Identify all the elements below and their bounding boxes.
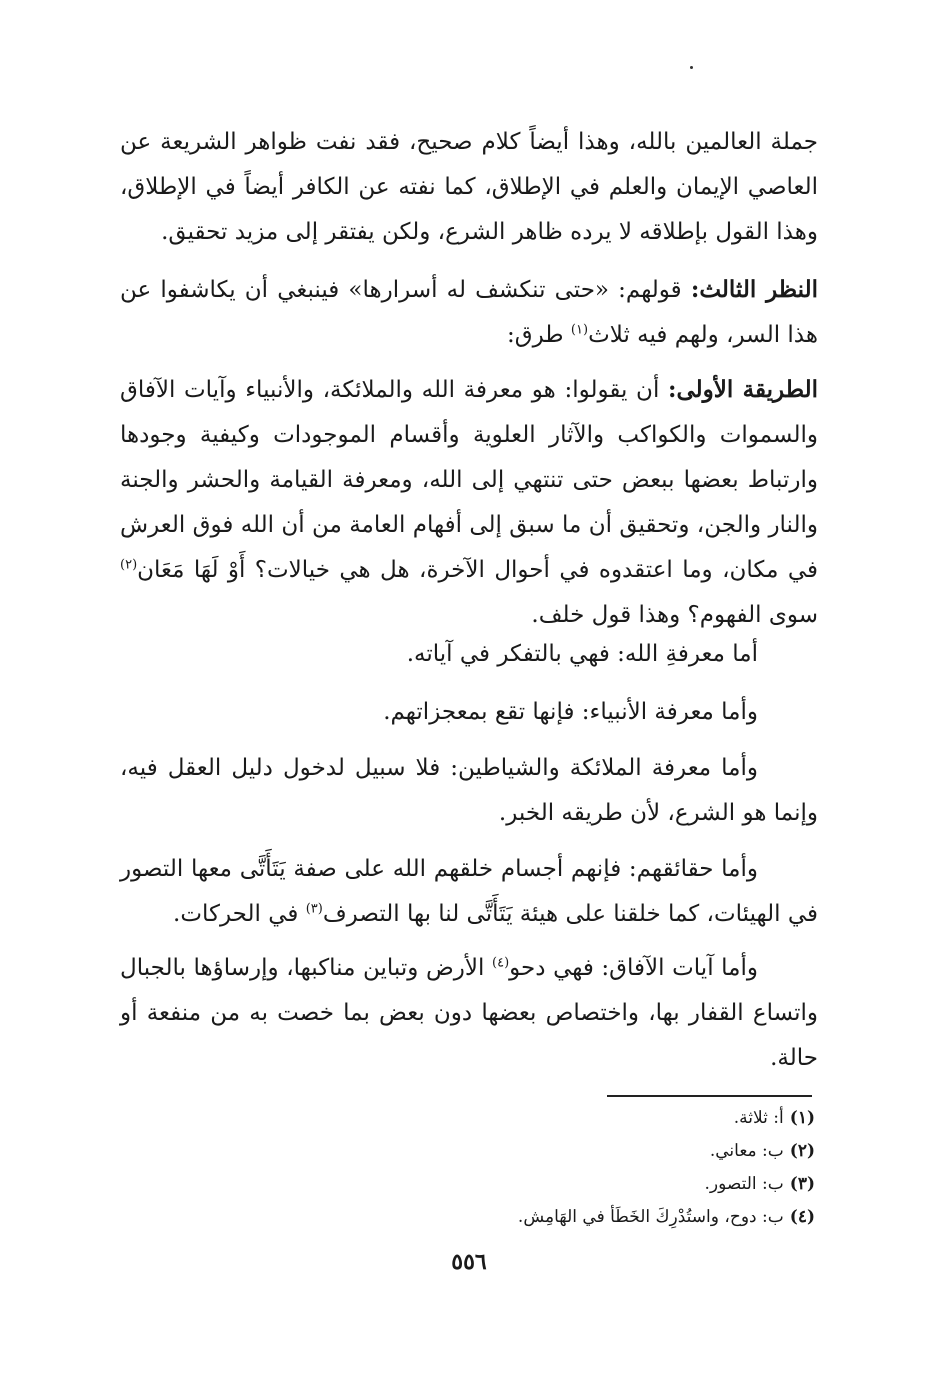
footnote-2 xyxy=(400,1135,815,1168)
paragraph-heading: النظر الثالث: xyxy=(690,276,818,303)
paragraph-third-consideration xyxy=(120,267,818,358)
footnote-4 xyxy=(400,1201,815,1234)
paragraph-angels-and-devils xyxy=(120,746,818,836)
footnote-number: (١) xyxy=(789,1108,815,1128)
paragraph-text: أما معرفةِ الله: فهي بالتفكر في آياته. xyxy=(406,641,758,667)
footnote-text: ب: التصور. xyxy=(704,1174,784,1194)
footnote-number: (٢) xyxy=(789,1141,815,1161)
paragraph-text: قولهم: «حتى تنكشف له أسرارها» فينبغي أن يكاشفوا عن هذا السر، ولهم فيه ثلاث xyxy=(120,277,818,348)
paragraph-text: وأما حقائقهم: فإنهم أجسام خلقهم الله على صفة يَتَأَتَّى معها التصور في الهيئات، كما خلقنا على هيئة يَتَأَتَّى لنا بها التصرف xyxy=(120,856,818,927)
paragraph-text: وأما آيات الآفاق: فهي دحو xyxy=(509,955,758,981)
paragraph-knowledge-of-prophets xyxy=(120,690,818,735)
paragraph-text: وأما معرفة الأنبياء: فإنها تقع بمعجزاتهم. xyxy=(383,699,758,725)
footnote-3 xyxy=(400,1168,815,1201)
footnote-marker-4: (٤) xyxy=(492,955,510,971)
footnote-text: أ: ثلاثة. xyxy=(733,1108,784,1128)
paragraph-text: في الحركات. xyxy=(173,901,299,927)
paragraph-text: طرق: xyxy=(507,322,564,348)
paragraph-1-text: جملة العالمين بالله، وهذا أيضاً كلام صحيح، فقد نفت ظواهر الشريعة عن العاصي الإيمان والعلم في الإطلاق، كما نفته عن الكافر أيضاً في الإطلاق، وهذا القول بإطلاقه لا يرده ظاهر الشرع، ولكن يفتقر إلى مزيد تحقيق. xyxy=(120,129,818,245)
footnote-number: (٣) xyxy=(789,1174,815,1194)
footnote-text: ب: معاني. xyxy=(709,1141,784,1161)
paragraph-knowledge-of-god xyxy=(120,632,818,677)
paragraph-first-method xyxy=(120,367,818,638)
ink-speck xyxy=(690,66,693,69)
paragraph-text: أن يقولوا: هو معرفة الله والملائكة، والأنبياء وآيات الآفاق والسموات والكواكب والآثار العلوية وأقسام الموجودات وكيفية وجودها وارتباط بعضها ببعض حتى تنتهي إلى الله، ومعرفة القيامة والحشر والجنة والنار والجن، وتحقيق أن ما سبق إلى أفهام العامة من أن الله فوق العرش في مكان، وما اعتقدوه في أحوال الآخرة، هل هي خيالات؟ أَوْ لَهَا مَعَان xyxy=(120,377,818,583)
footnote-divider xyxy=(607,1095,812,1097)
footnote-1 xyxy=(400,1102,815,1135)
paragraph-their-realities xyxy=(120,847,818,937)
footnote-number: (٤) xyxy=(789,1207,815,1227)
paragraph-signs-of-horizons xyxy=(120,946,818,1081)
paragraph-1 xyxy=(120,120,818,255)
footnotes xyxy=(400,1102,815,1234)
footnote-text: ب: دوح، واستُدْرِكَ الخَطَأ في الهَامِش. xyxy=(517,1207,784,1227)
paragraph-text: وأما معرفة الملائكة والشياطين: فلا سبيل لدخول دليل العقل فيه، وإنما هو الشرع، لأن طريقه الخبر. xyxy=(120,755,818,826)
paragraph-text: سوى الفهوم؟ وهذا قول خلف. xyxy=(531,602,818,628)
paragraph-text: الأرض وتباين مناكبها، وإرساؤها بالجبال واتساع القفار بها، واختصاص بعضها دون بعض بما خصت به من منفعة أو حالة. xyxy=(120,955,818,1071)
page-number: ٥٥٦ xyxy=(451,1249,487,1275)
paragraph-heading: الطريقة الأولى: xyxy=(668,376,818,403)
footnote-marker-1: (١) xyxy=(570,322,589,338)
footnote-marker-3: (٣) xyxy=(305,901,323,917)
footnote-marker-2: (٢) xyxy=(120,557,138,573)
